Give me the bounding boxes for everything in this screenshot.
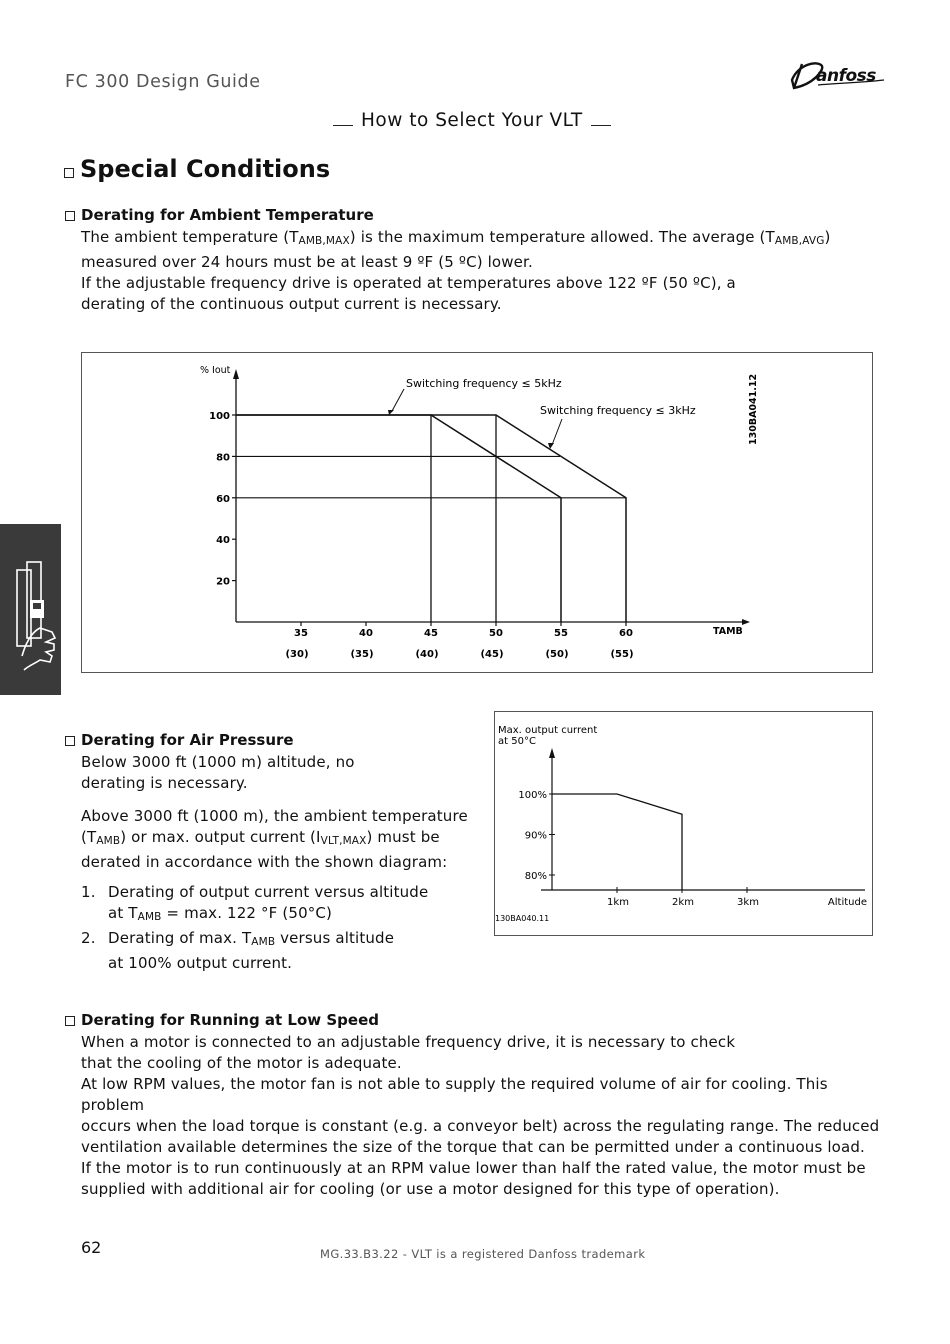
svg-text:anfoss: anfoss bbox=[816, 66, 876, 86]
lowspeed-heading: Derating for Running at Low Speed bbox=[81, 1011, 379, 1029]
text-line: ventilation available determines the size of the torque that can be permitted under a continuous load. bbox=[81, 1138, 865, 1156]
altitude-derating-chart-frame bbox=[494, 711, 873, 936]
danfoss-logo bbox=[788, 54, 888, 94]
altitude-derating-chart bbox=[495, 712, 872, 935]
text-fragment: ) is the maximum temperature allowed. The average (T bbox=[349, 228, 775, 246]
checkbox-icon bbox=[65, 736, 75, 746]
figure-code: 130BA040.11 bbox=[495, 914, 550, 923]
dash-right bbox=[591, 125, 611, 126]
ambient-heading: Derating for Ambient Temperature bbox=[81, 206, 374, 224]
list-item-text: at 100% output current. bbox=[108, 954, 293, 972]
checkbox-icon bbox=[65, 1016, 75, 1026]
y-tick-label: 80% bbox=[524, 871, 547, 882]
figure-code: 130BA041.12 bbox=[748, 373, 759, 445]
text-line: supplied with additional air for cooling (or use a motor designed for this type of operation). bbox=[81, 1180, 780, 1198]
subscript: VLT,MAX bbox=[320, 835, 367, 847]
text-line: derating is necessary. bbox=[81, 774, 248, 792]
x-tick-secondary-label: (45) bbox=[480, 649, 504, 660]
hand-drive-icon bbox=[0, 524, 61, 695]
text-line: Below 3000 ft (1000 m) altitude, no bbox=[81, 753, 355, 771]
subscript: AMB,AVG bbox=[774, 235, 825, 247]
text-line: At low RPM values, the motor fan is not able to supply the required volume of air for cooling. This problem bbox=[81, 1075, 828, 1114]
page-heading: Special Conditions bbox=[80, 155, 331, 183]
list-item-text: Derating of output current versus altitude bbox=[108, 883, 429, 901]
x-tick-label: 1km bbox=[607, 897, 629, 908]
y-tick-label: 20 bbox=[216, 576, 230, 588]
lowspeed-paragraph bbox=[81, 1032, 881, 1200]
annotation-5khz-leader bbox=[392, 389, 404, 411]
footer-text: MG.33.B3.22 - VLT is a registered Danfoss trademark bbox=[320, 1247, 646, 1261]
annotation-5khz: Switching frequency ≤ 5kHz bbox=[406, 377, 562, 390]
air-list bbox=[81, 882, 491, 974]
air-paragraph-1 bbox=[81, 752, 481, 794]
text-line: that the cooling of the motor is adequate. bbox=[81, 1054, 402, 1072]
subscript: AMB bbox=[251, 936, 276, 948]
text-fragment: The ambient temperature (T bbox=[81, 228, 299, 246]
x-tick-secondary-label: (35) bbox=[350, 649, 374, 660]
text-line: measured over 24 hours must be at least 9 ºF (5 ºC) lower. bbox=[81, 253, 533, 271]
annotation-3khz-leader bbox=[552, 419, 562, 445]
text-line: If the adjustable frequency drive is operated at temperatures above 122 ºF (50 ºC), a bbox=[81, 274, 736, 292]
y-tick-label: 90% bbox=[524, 830, 547, 842]
y-tick-label: 100 bbox=[209, 411, 230, 422]
text-fragment: ) or max. output current (I bbox=[120, 828, 321, 846]
series-5khz-line bbox=[236, 415, 561, 622]
y-axis-arrow bbox=[233, 369, 239, 379]
text-fragment: ) must be bbox=[366, 828, 440, 846]
text-line: derating of the continuous output current is necessary. bbox=[81, 295, 502, 313]
text-fragment: at T bbox=[108, 904, 138, 922]
x-tick-secondary-label: (40) bbox=[415, 649, 439, 660]
y-tick-label: 40 bbox=[216, 535, 230, 547]
x-axis-arrow bbox=[742, 619, 750, 625]
x-axis-label: Altitude bbox=[827, 897, 867, 908]
x-tick-label: 3km bbox=[737, 897, 759, 908]
y-axis-label-line1: Max. output current bbox=[498, 725, 598, 736]
text-fragment: versus altitude bbox=[275, 929, 395, 947]
x-tick-label: 40 bbox=[359, 628, 373, 639]
air-heading: Derating for Air Pressure bbox=[81, 731, 294, 749]
y-axis-label: % Iout bbox=[200, 365, 231, 376]
x-tick-label: 60 bbox=[619, 628, 633, 639]
text-fragment: (T bbox=[81, 828, 97, 846]
page-number: 62 bbox=[81, 1238, 102, 1257]
checkbox-icon bbox=[64, 168, 74, 178]
air-paragraph-2 bbox=[81, 806, 481, 873]
x-tick-label: 50 bbox=[489, 628, 503, 639]
y-tick-label: 80 bbox=[216, 452, 230, 464]
ambient-derating-chart-frame bbox=[81, 352, 873, 673]
text-line: Above 3000 ft (1000 m), the ambient temperature bbox=[81, 807, 468, 825]
ambient-paragraph bbox=[81, 227, 841, 315]
section-header bbox=[325, 110, 619, 131]
text-line: If the motor is to run continuously at an RPM value lower than half the rated value, the motor must be bbox=[81, 1159, 866, 1177]
annotation-3khz: Switching frequency ≤ 3kHz bbox=[540, 404, 696, 417]
text-fragment: = max. 122 °F (50°C) bbox=[161, 904, 333, 922]
x-tick-label: 55 bbox=[554, 628, 568, 639]
subscript: AMB bbox=[137, 911, 162, 923]
section-title: How to Select Your VLT bbox=[361, 110, 583, 131]
x-tick-secondary-label: (30) bbox=[285, 649, 309, 660]
subscript: AMB,MAX bbox=[298, 235, 350, 247]
x-tick-secondary-label: (50) bbox=[545, 649, 569, 660]
y-axis-label-line2: at 50°C bbox=[498, 736, 536, 747]
text-fragment: ) bbox=[824, 228, 831, 246]
text-line: derated in accordance with the shown diagram: bbox=[81, 853, 448, 871]
y-axis-arrow bbox=[549, 748, 555, 758]
side-tab bbox=[0, 524, 61, 695]
checkbox-icon bbox=[65, 211, 75, 221]
x-tick-secondary-label: (55) bbox=[610, 649, 634, 660]
x-tick-label: 2km bbox=[672, 897, 694, 908]
text-fragment: Derating of max. T bbox=[108, 929, 252, 947]
list-number: 1. bbox=[81, 883, 96, 901]
y-tick-label: 100% bbox=[518, 790, 547, 801]
document-title: FC 300 Design Guide bbox=[65, 72, 261, 92]
y-tick-label: 60 bbox=[216, 493, 230, 505]
text-line: occurs when the load torque is constant (e.g. a conveyor belt) across the regulating range. The reduced bbox=[81, 1117, 880, 1135]
x-tick-label: 35 bbox=[294, 628, 308, 639]
altitude-derating-line bbox=[552, 794, 682, 890]
dash-left bbox=[333, 125, 353, 126]
subscript: AMB bbox=[96, 835, 121, 847]
ambient-derating-chart bbox=[82, 353, 872, 672]
list-number: 2. bbox=[81, 929, 96, 947]
text-line: When a motor is connected to an adjustable frequency drive, it is necessary to check bbox=[81, 1033, 736, 1051]
x-tick-label: 45 bbox=[424, 628, 438, 639]
x-axis-label: TAMB bbox=[713, 626, 743, 637]
